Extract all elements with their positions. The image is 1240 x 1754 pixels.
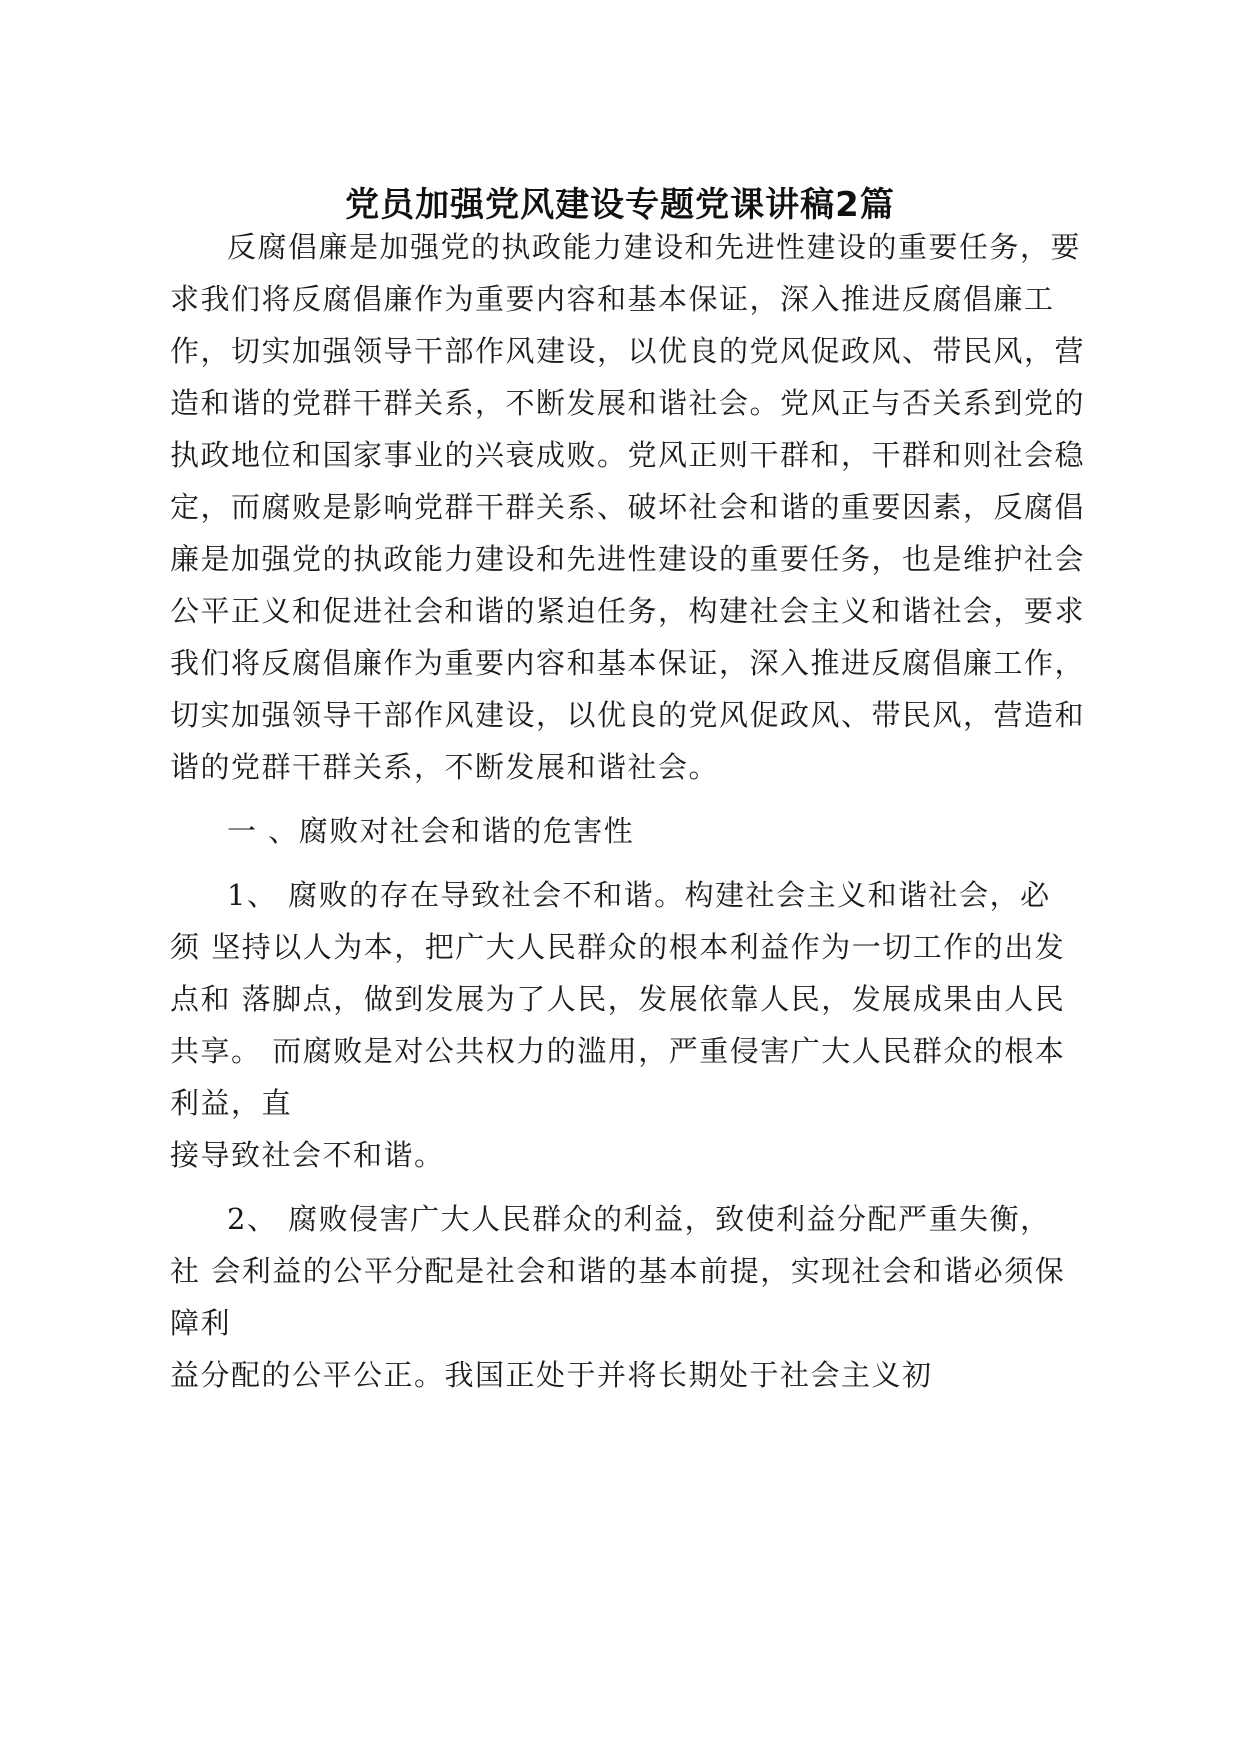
text-line: 利益，直 <box>170 1086 293 1120</box>
text-line: 作，切实加强领导干部作风建设，以优良的党风促政风、带民风，营 <box>170 334 1086 368</box>
text-line: 定，而腐败是影响党群干群关系、破坏社会和谐的重要因素，反腐倡 <box>170 490 1086 524</box>
text-line: 造和谐的党群干群关系，不断发展和谐社会。党风正与否关系到党的 <box>170 386 1086 420</box>
text-line: 障利 <box>170 1306 232 1340</box>
text-line: 点和 落脚点，做到发展为了人民，发展依靠人民，发展成果由人民 <box>170 982 1066 1016</box>
text-line: 公平正义和促进社会和谐的紧迫任务，构建社会主义和谐社会，要求 <box>170 594 1086 628</box>
section-heading: 一 、腐败对社会和谐的危害性 <box>227 814 635 848</box>
text-line: 执政地位和国家事业的兴衰成败。党风正则干群和，干群和则社会稳 <box>170 438 1086 472</box>
text-line: 接导致社会不和谐。 <box>170 1138 445 1172</box>
text-line: 切实加强领导干部作风建设，以优良的党风促政风、带民风，营造和 <box>170 698 1086 732</box>
text-line: 求我们将反腐倡廉作为重要内容和基本保证，深入推进反腐倡廉工 <box>170 282 1055 316</box>
text-line: 1、 腐败的存在导致社会不和谐。构建社会主义和谐社会，必 <box>227 878 1051 912</box>
document-title: 党员加强党风建设专题党课讲稿2篇 <box>345 185 895 225</box>
text-line: 谐的党群干群关系，不断发展和谐社会。 <box>170 750 720 784</box>
text-line: 共享。 而腐败是对公共权力的滥用，严重侵害广大人民群众的根本 <box>170 1034 1066 1068</box>
text-line: 廉是加强党的执政能力建设和先进性建设的重要任务，也是维护社会 <box>170 542 1086 576</box>
text-line: 须 坚持以人为本，把广大人民群众的根本利益作为一切工作的出发 <box>170 930 1066 964</box>
text-line: 反腐倡廉是加强党的执政能力建设和先进性建设的重要任务，要 <box>227 230 1082 264</box>
text-line: 社 会利益的公平分配是社会和谐的基本前提，实现社会和谐必须保 <box>170 1254 1066 1288</box>
text-line: 我们将反腐倡廉作为重要内容和基本保证，深入推进反腐倡廉工作， <box>170 646 1086 680</box>
text-line: 2、 腐败侵害广大人民群众的利益，致使利益分配严重失衡， <box>227 1202 1051 1236</box>
text-line: 益分配的公平公正。我国正处于并将长期处于社会主义初 <box>170 1358 933 1392</box>
